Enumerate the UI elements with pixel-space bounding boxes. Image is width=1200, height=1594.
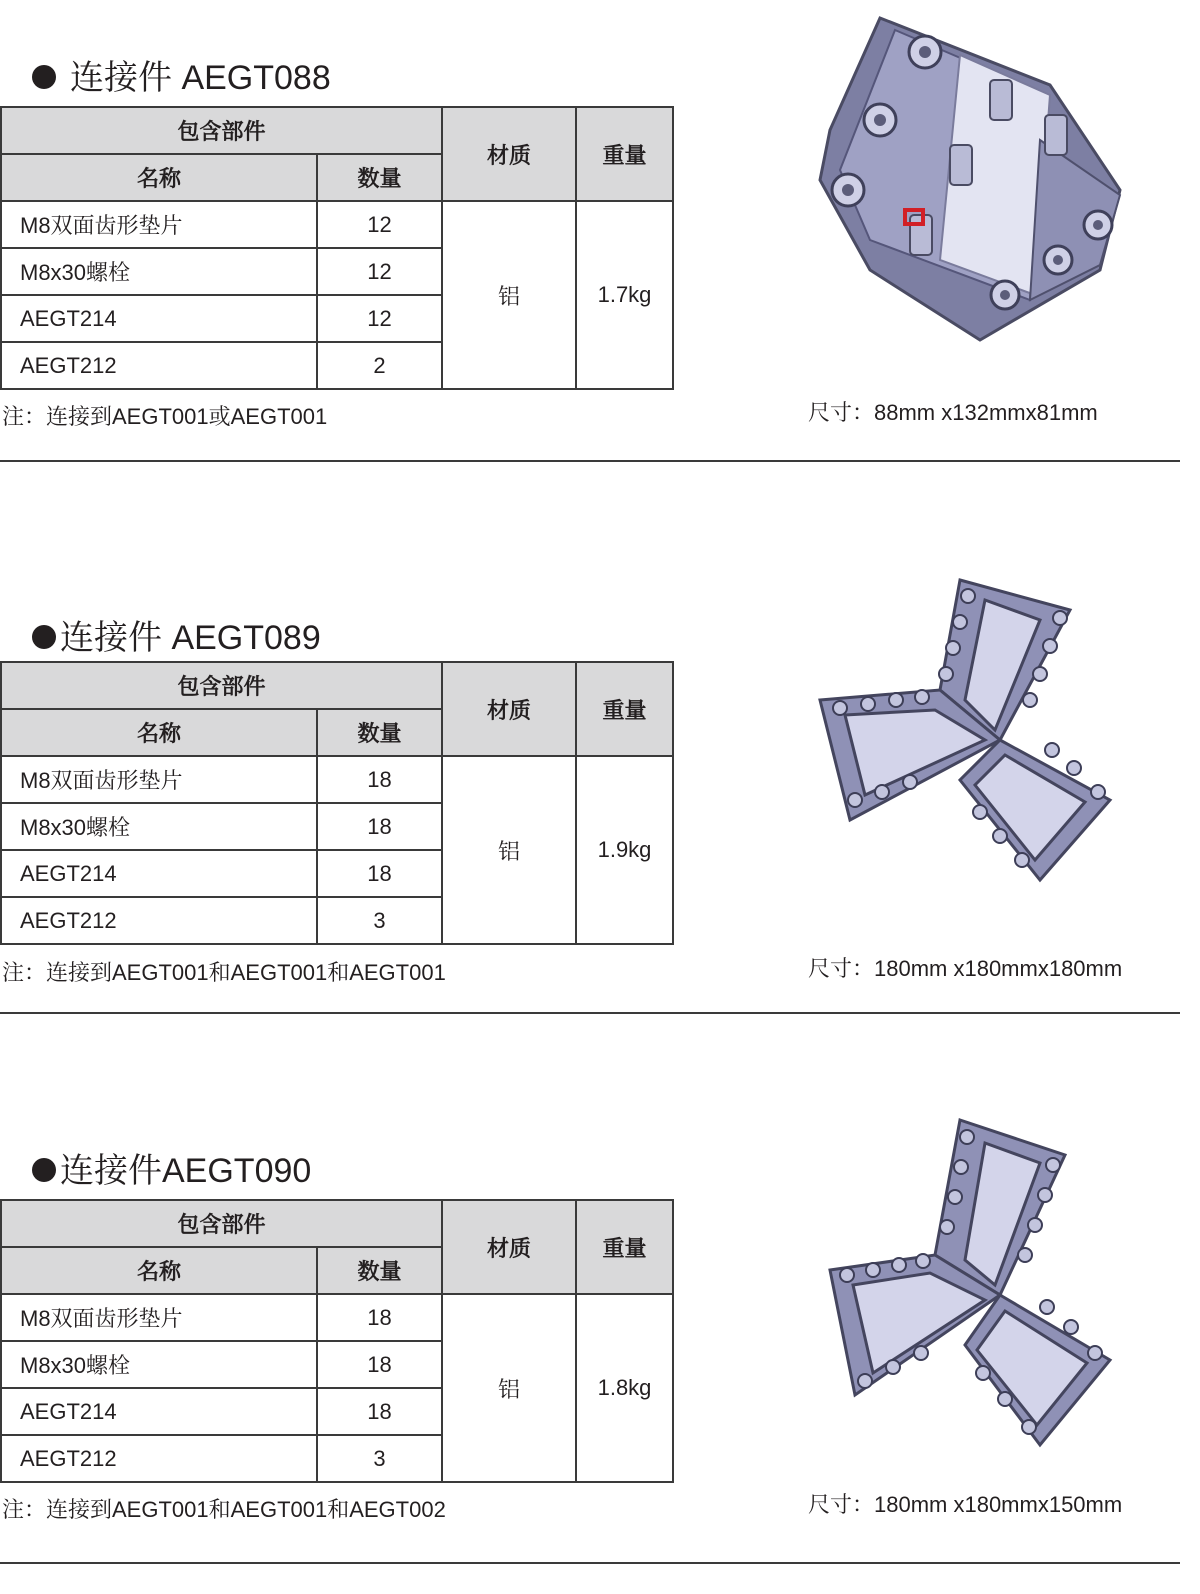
section-divider	[0, 1562, 1180, 1564]
header-parts: 包含部件	[1, 107, 442, 154]
part-qty: 18	[317, 850, 442, 897]
section-divider	[0, 460, 1180, 462]
part-name: M8x30螺栓	[1, 803, 317, 850]
product-title: 连接件 AEGT088	[32, 58, 331, 98]
part-qty: 12	[317, 295, 442, 342]
part-name: M8双面齿形垫片	[1, 201, 317, 248]
table-row	[1, 201, 673, 248]
dimension-text: 尺寸：180mm x180mmx180mm	[808, 956, 1123, 981]
part-name: AEGT212	[1, 1435, 317, 1482]
section-divider	[0, 1012, 1180, 1014]
part-qty: 18	[317, 1294, 442, 1341]
part-qty: 12	[317, 248, 442, 295]
header-weight: 重量	[576, 107, 673, 201]
part-name: AEGT214	[1, 1388, 317, 1435]
part-qty: 18	[317, 803, 442, 850]
header-qty: 数量	[317, 1247, 442, 1294]
table-row	[1, 756, 673, 803]
header-weight: 重量	[576, 1200, 673, 1294]
header-material: 材质	[442, 1200, 576, 1294]
connector-aegt090-image	[825, 1115, 1120, 1455]
dimension-text: 尺寸：180mm x180mmx150mm	[808, 1492, 1123, 1517]
parts-table	[0, 106, 674, 390]
weight-value: 1.7kg	[576, 201, 673, 389]
parts-table	[0, 1199, 674, 1483]
product-section-aegt089	[0, 470, 1200, 1015]
part-qty: 3	[317, 897, 442, 944]
part-name: AEGT212	[1, 342, 317, 389]
material-value: 铝	[442, 201, 576, 389]
product-title: 连接件AEGT090	[32, 1151, 311, 1191]
header-weight: 重量	[576, 662, 673, 756]
part-name: M8双面齿形垫片	[1, 756, 317, 803]
product-title: 连接件 AEGT089	[32, 618, 321, 658]
header-qty: 数量	[317, 154, 442, 201]
product-section-aegt088	[0, 0, 1200, 470]
connection-note: 注：连接到AEGT001和AEGT001和AEGT002	[2, 1497, 446, 1522]
header-qty: 数量	[317, 709, 442, 756]
material-value: 铝	[442, 1294, 576, 1482]
header-material: 材质	[442, 107, 576, 201]
part-qty: 3	[317, 1435, 442, 1482]
part-name: M8x30螺栓	[1, 1341, 317, 1388]
bullet-icon	[32, 1158, 56, 1182]
part-qty: 18	[317, 1388, 442, 1435]
weight-value: 1.8kg	[576, 1294, 673, 1482]
bullet-icon	[32, 65, 56, 89]
part-name: AEGT214	[1, 850, 317, 897]
part-qty: 18	[317, 1341, 442, 1388]
header-name: 名称	[1, 154, 317, 201]
material-value: 铝	[442, 756, 576, 944]
product-section-aegt090	[0, 1015, 1200, 1594]
part-name: M8x30螺栓	[1, 248, 317, 295]
dimension-text: 尺寸：88mm x132mmx81mm	[808, 400, 1098, 425]
part-qty: 18	[317, 756, 442, 803]
header-material: 材质	[442, 662, 576, 756]
part-qty: 12	[317, 201, 442, 248]
part-qty: 2	[317, 342, 442, 389]
connector-aegt089-image	[810, 570, 1120, 890]
header-parts: 包含部件	[1, 1200, 442, 1247]
connection-note: 注：连接到AEGT001或AEGT001	[2, 404, 328, 429]
connector-aegt088-image	[800, 10, 1140, 350]
connection-note: 注：连接到AEGT001和AEGT001和AEGT001	[2, 960, 446, 985]
table-row	[1, 1294, 673, 1341]
header-name: 名称	[1, 1247, 317, 1294]
part-name: AEGT212	[1, 897, 317, 944]
part-name: M8双面齿形垫片	[1, 1294, 317, 1341]
bullet-icon	[32, 625, 56, 649]
header-name: 名称	[1, 709, 317, 756]
parts-table	[0, 661, 674, 945]
part-name: AEGT214	[1, 295, 317, 342]
header-parts: 包含部件	[1, 662, 442, 709]
weight-value: 1.9kg	[576, 756, 673, 944]
